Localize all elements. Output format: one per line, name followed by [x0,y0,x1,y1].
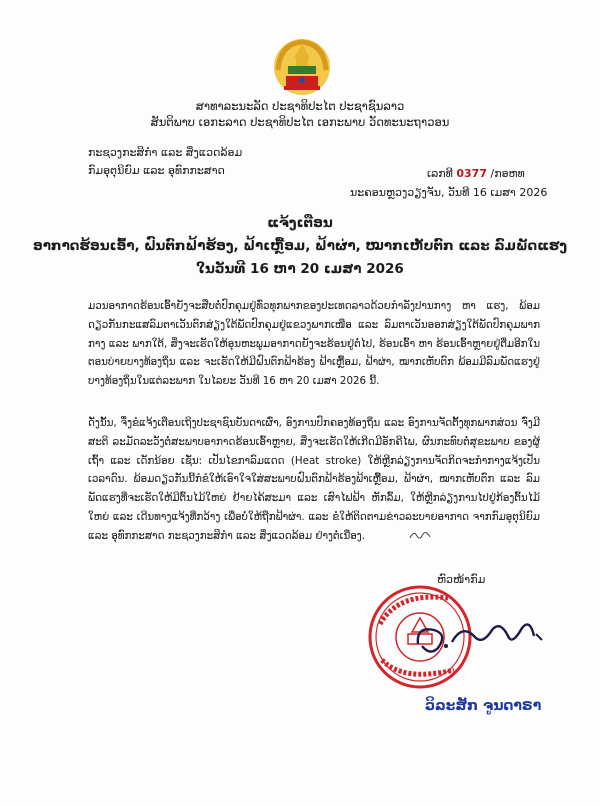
title-line-1: ແຈ້ງເຕືອນ [267,215,333,231]
signature-icon [412,606,552,666]
signer-position: ຫົວໜ້າກົມ [437,573,486,586]
body-paragraph-1: ມວນອາກາດຮ້ອນເອົ້າຍັງຈະສືບຕໍ່ປົກຄຸມຢູ່ທົ່ວທຸກພາກຂອງປະເທດລາວດ້ວຍກຳລັງປານກາງ ຫາ ແຮງ, ພ້ອມດຽວກັນກະແສລົມຕາເວັນຕົກສ່ຽງໃຕ້ພັດປົກຄຸມຢູ່ແຂວງພາກເໜືອ ແລະ ລົມຕາເວັນອອກສ່ຽງໃຕ້ພັດປົກຄຸມພາກກາງ ແລະ ພາກໃຕ້, ສິ່ງຈະເຮັດໃຫ້ອຸນຫະພູມອາກາດຍັງຈະຮ້ອນຢູ່ຕໍ່ໄປ, ຮ້ອນເອົ້າ ຫາ ຮ້ອນເອົ້າຫຼາຍຢູ່ຕື່ມອີກໃນຕອນບ່າຍບາງທ້ອງຖິ່ນ ແລະ ຈະເຮັດໃຫ້ມີຝົນຕົກຟ້າຮ້ອງ ຟ້າເຫຼື້ອມ, ຟ້າຜ່າ, ໝາກເຫັບຕົກ ພ້ອມມີລົມພັດແຮງຢູ່ບາງທ້ອງຖິ່ນໃນແຕ່ລະພາກ ໃນໄລຍະ ວັນທີ 16 ຫາ 20 ເມສາ 2026 ນີ້. [88,300,540,388]
issuer-block [88,144,242,180]
initial-mark-icon [408,528,432,542]
document-number [427,167,525,180]
doc-number-prefix: ເລກທີ [427,167,453,180]
doc-number-value: 0377 [456,167,487,180]
title-line-3: ໃນວັນທີ 16 ຫາ 20 ເມສາ 2026 [196,261,404,277]
body-paragraph-2: ດັ່ງນັ້ນ, ຈຶ່ງຂໍແຈ້ງເຕືອນເຖິງປະຊາຊົນບັນດາເຜົ່າ, ອົງການປົກຄອງທ້ອງຖິ່ນ ແລະ ອົງການຈັດຕັ້ງທຸກພາກສ່ວນ ຈົ່ງມີສະຕິ ລະມັດລະວັງຕໍ່ສະພາບອາກາດຮ້ອນເອົ້າຫຼາຍ, ສິ່ງຈະເຮັດໃຫ້ເກີດມີອັກຄີໄພ, ຜົນກະທົບຕໍ່ສຸຂະພາບ ຂອງຜູ້ເຖົ້າ ແລະ ເດັກນ້ອຍ ເຊັ່ນ: ເປັນໄຂກາລົມແດດ (Heat stroke) ໃຫ້ຫຼີກລ່ຽງການຈັດກິດຈະກຳກາງແຈ້ງເປັນເວລາດົນ. ພ້ອມດຽວກັນນີ້ກໍຂໍໃຫ້ເອົາໃຈໃສ່ສະພາບຝົນຕົກຟ້າຮ້ອງຟ້າເຫຼື້ອມ, ຟ້າຜ່າ, ໝາກເຫັບຕົກ ແລະ ລົມພັດແຮງທີ່ຈະເຮັດໃຫ້ມີຕົ້ນໄມ້ໃຫຍ່ ຢ້າຍໄຄ້ສະມາ ແລະ ເສົາໄຟຟ້າ ຫັກລົ້ມ, ໃຫ້ຫຼີກລ່ຽງການໄປຢູ່ກ້ອງຕົ້ນໄມ້ໃຫຍ່ ແລະ ເດີນທາງແຈ້ງທີ່ກວ້າງ ເພື່ອບໍ່ໃຫ້ຖືກຟ້າຜ່າ. ແລະ ຂໍໃຫ້ຕິດຕາມຂ່າວລະບາຍອາກາດ ຈາກກົມອຸຕຸນິຍົມ ແລະ ອຸທົກກະສາດ ກະຊວງກະສິກຳ ແລະ ສິ່ງແວດລ້ອມ ຢ່າງຕໍ່ເນື່ອງ. [88,417,540,542]
ministry-name: ກະຊວງກະສິກຳ ແລະ ສິ່ງແວດລ້ອມ [88,146,243,159]
motto-line: ສັນຕິພາບ ເອກະລາດ ປະຊາທິປະໄຕ ເອກະພາບ ວັດທະນະຖາວອນ [150,115,450,129]
title-line-2: ອາກາດຮ້ອນເອົ້າ, ຝົນຕົກຟ້າຮ້ອງ, ຟ້າເຫຼື້ອມ, ຟ້າຜ່າ, ໝາກເຫັບຕົກ ແລະ ລົມພັດແຮງ [32,238,568,254]
doc-number-suffix: /ກອຫທ [490,167,525,180]
date-line: ນະຄອນຫຼວງວຽງຈັນ, ວັນທີ 16 ເມສາ 2026 [350,186,548,199]
national-header [0,98,600,130]
signer-name: ວິລະສັກ ຈູນດາຣາ [425,698,542,714]
republic-line: ສາທາລະນະລັດ ປະຊາທິປະໄຕ ປະຊາຊົນລາວ [195,99,405,113]
national-emblem-icon [270,36,334,98]
document-title [0,212,600,280]
department-name: ກົມອຸຕຸນິຍົມ ແລະ ອຸທົກກະສາດ [88,164,225,177]
